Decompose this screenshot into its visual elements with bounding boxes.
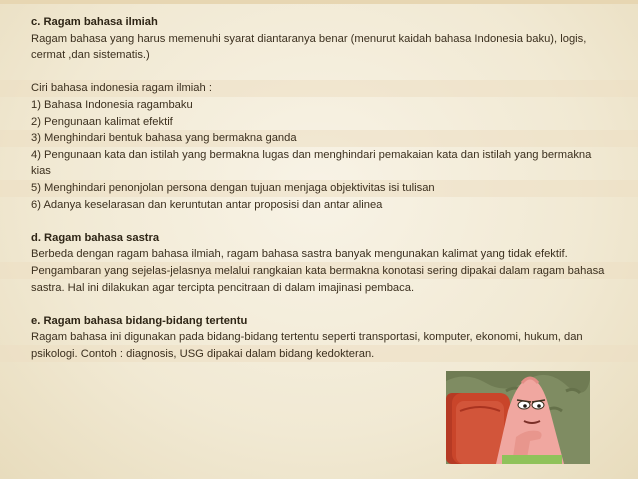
list-item: 3) Menghindari bentuk bahasa yang bermakna ganda — [31, 132, 297, 145]
list-item: 2) Pengunaan kalimat efektif — [31, 115, 173, 128]
cartoon-illustration — [446, 371, 590, 464]
list-item: 5) Menghindari penonjolan persona dengan tujuan menjaga objektivitas isi tulisan — [31, 181, 435, 194]
list-item: 1) Bahasa Indonesia ragambaku — [31, 98, 193, 111]
section-d-body: Berbeda dengan ragam bahasa ilmiah, ragam bahasa sastra banyak mengunakan kalimat yang tidak efektif. Pengambaran yang sejelas-jelasnya melalui rangkaian kata bermakna konotasi sering dipakai dalam ragam bahasa sastra. Hal ini dilakukan agar tercipta pencitraan di dalam imajinasi pembaca. — [31, 248, 605, 294]
list-item: 4) Pengunaan kata dan istilah yang bermakna lugas dan menghindari pemakaian kata dan istilah yang bermakna kias — [31, 148, 592, 178]
slide-content — [31, 14, 606, 362]
section-c-definition: Ragam bahasa yang harus memenuhi syarat diantaranya benar (menurut kaidah bahasa Indonesia baku), logis, cermat ,dan sistematis.) — [31, 32, 587, 62]
section-c-list — [31, 97, 606, 213]
spacer — [31, 213, 606, 230]
top-stripe — [0, 0, 638, 4]
list-item: 6) Adanya keselarasan dan keruntutan antar proposisi dan antar alinea — [31, 198, 383, 211]
section-d-heading: d. Ragam bahasa sastra — [31, 231, 160, 244]
cartoon-image — [446, 371, 590, 464]
spacer — [31, 296, 606, 313]
section-c-heading: c. Ragam bahasa ilmiah — [31, 16, 158, 28]
section-e-heading: e. Ragam bahasa bidang-bidang tertentu — [31, 314, 248, 327]
section-e-body: Ragam bahasa ini digunakan pada bidang-bidang tertentu seperti transportasi, komputer, ekonomi, hukum, dan psikologi. Contoh : diagnosis, USG dipakai dalam bidang kedokteran. — [31, 331, 583, 360]
section-c-list-title: Ciri bahasa indonesia ragam ilmiah : — [31, 82, 212, 95]
spacer — [31, 64, 606, 81]
